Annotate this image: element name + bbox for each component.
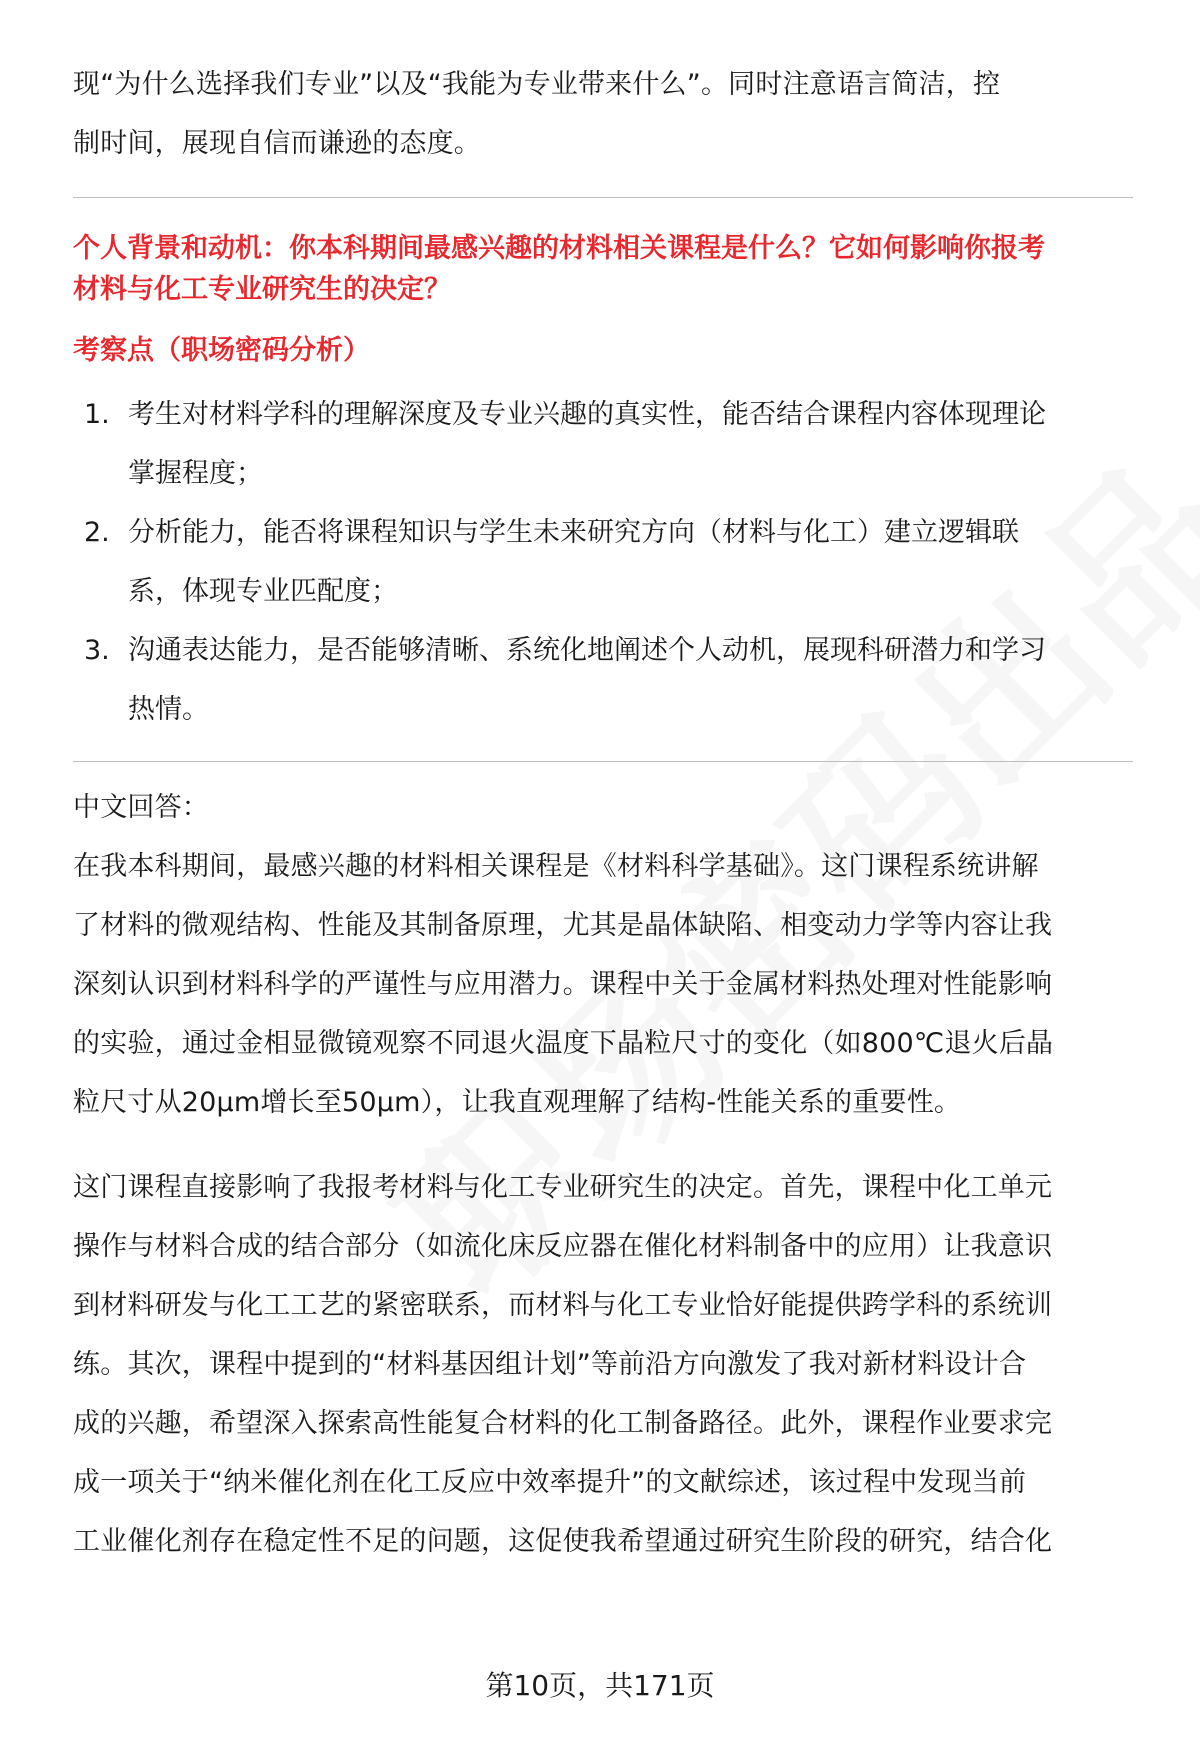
assessment-list	[73, 385, 1133, 739]
answer-section	[73, 778, 1133, 1571]
list-text: 掌握程度；	[128, 458, 263, 489]
list-number: 3.	[84, 635, 110, 666]
answer-paragraph-1	[73, 837, 1133, 1132]
answer-label: 中文回答：	[73, 792, 209, 823]
answer-line: 在我本科期间，最感兴趣的材料相关课程是《材料科学基础》。这门课程系统讲解	[73, 851, 1039, 882]
answer-line: 到材料研发与化工工艺的紧密联系，而材料与化工专业恰好能提供跨学科的系统训	[73, 1290, 1053, 1321]
answer-line: 成一项关于“纳米催化剂在化工反应中效率提升”的文献综述，该过程中发现当前	[73, 1467, 1027, 1498]
answer-paragraph-2	[73, 1158, 1133, 1571]
list-text: 考生对材料学科的理解深度及专业兴趣的真实性，能否结合课程内容体现理论	[128, 399, 1046, 430]
list-item	[73, 385, 1133, 503]
page-footer: 第10页，共171页	[485, 1669, 715, 1702]
list-text: 沟通表达能力，是否能够清晰、系统化地阐述个人动机，展现科研潜力和学习	[128, 635, 1046, 666]
list-text: 分析能力，能否将课程知识与学生未来研究方向（材料与化工）建立逻辑联	[128, 517, 1019, 548]
list-text: 热情。	[128, 694, 209, 725]
assessment-heading: 考察点（职场密码分析）	[73, 335, 370, 366]
section-divider	[73, 197, 1133, 198]
answer-line: 粒尺寸从20μm增长至50μm），让我直观理解了结构-性能关系的重要性。	[73, 1087, 962, 1118]
question-line: 个人背景和动机：你本科期间最感兴趣的材料相关课程是什么？它如何影响你报考	[73, 233, 1045, 264]
answer-line: 操作与材料合成的结合部分（如流化床反应器在催化材料制备中的应用）让我意识	[73, 1231, 1053, 1262]
list-number: 2.	[84, 517, 110, 548]
answer-line: 工业催化剂存在稳定性不足的问题，这促使我希望通过研究生阶段的研究，结合化	[73, 1526, 1053, 1557]
list-number: 1.	[84, 399, 110, 430]
intro-line: 现“为什么选择我们专业”以及“我能为专业带来什么”。同时注意语言简洁，控	[73, 69, 1001, 100]
answer-line: 这门课程直接影响了我报考材料与化工专业研究生的决定。首先，课程中化工单元	[73, 1172, 1053, 1203]
question-line: 材料与化工专业研究生的决定？	[73, 274, 451, 305]
list-item	[73, 503, 1133, 621]
answer-line: 练。其次，课程中提到的“材料基因组计划”等前沿方向激发了我对新材料设计合	[73, 1349, 1027, 1380]
document-page	[73, 55, 1133, 1571]
section-divider	[73, 761, 1133, 762]
answer-line: 深刻认识到材料科学的严谨性与应用潜力。课程中关于金属材料热处理对性能影响	[73, 969, 1053, 1000]
answer-line: 成的兴趣，希望深入探索高性能复合材料的化工制备路径。此外，课程作业要求完	[73, 1408, 1053, 1439]
answer-line: 了材料的微观结构、性能及其制备原理，尤其是晶体缺陷、相变动力学等内容让我	[73, 910, 1053, 941]
list-item	[73, 621, 1133, 739]
intro-paragraph	[73, 55, 1133, 173]
list-text: 系，体现专业匹配度；	[128, 576, 398, 607]
answer-line: 的实验，通过金相显微镜观察不同退火温度下晶粒尺寸的变化（如800℃退火后晶	[73, 1028, 1054, 1059]
intro-line: 制时间，展现自信而谦逊的态度。	[73, 128, 481, 159]
question-heading	[73, 228, 1133, 310]
